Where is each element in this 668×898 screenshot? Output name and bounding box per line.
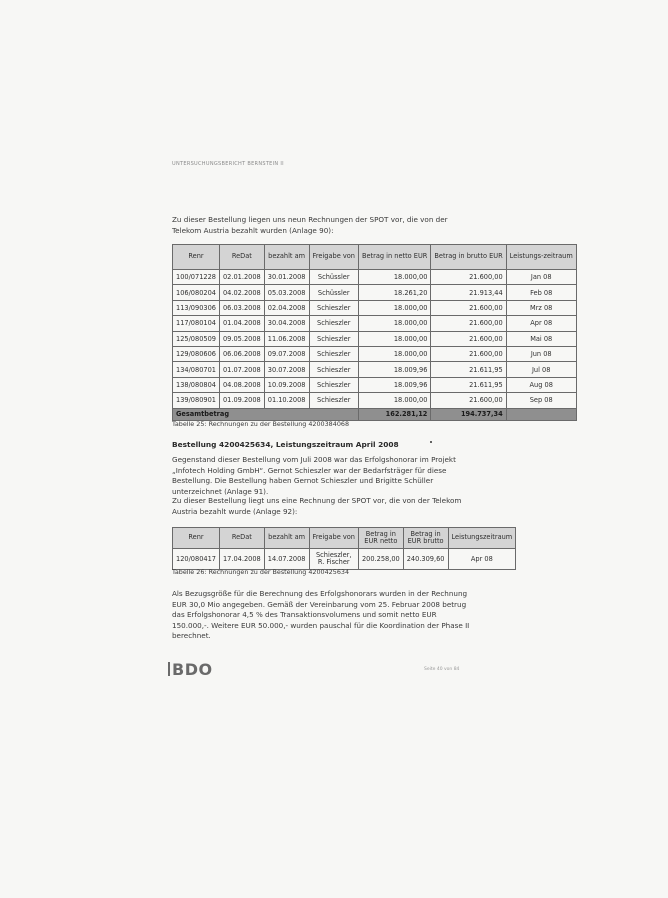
cell-brutto: 21.600,00	[431, 346, 506, 361]
body-paragraph-3: Zu dieser Bestellung liegt uns eine Rechnung der SPOT vor, die von der Telekom Austria bezahlt wurde (Anlage 92):	[172, 496, 462, 516]
cell-netto: 18.000,00	[358, 393, 430, 408]
cell-redat: 17.04.2008	[219, 549, 264, 570]
cell-bezahlt: 11.06.2008	[264, 331, 309, 346]
cell-brutto: 21.600,00	[431, 316, 506, 331]
col-header: Betrag in netto EUR	[358, 245, 430, 270]
cell-brutto: 21.913,44	[431, 285, 506, 300]
table-row	[173, 270, 577, 285]
cell-brutto: 21.600,00	[431, 393, 506, 408]
cell-renr: 125/080509	[173, 331, 220, 346]
intro-paragraph: Zu dieser Bestellung liegen uns neun Rechnungen der SPOT vor, die von der Telekom Austria bezahlt wurden (Anlage 90):	[172, 215, 448, 235]
col-header: Renr	[173, 245, 220, 270]
section-heading: Bestellung 4200425634, Leistungszeitraum April 2008	[172, 440, 399, 449]
cell-redat: 04.02.2008	[219, 285, 264, 300]
total-netto: 162.281,12	[358, 408, 430, 420]
cell-netto: 18.009,96	[358, 362, 430, 377]
cell-redat: 02.01.2008	[219, 270, 264, 285]
cell-netto: 18.261,20	[358, 285, 430, 300]
cell-freigabe: Schieszler	[309, 393, 358, 408]
cell-freigabe: Schieszler	[309, 346, 358, 361]
cell-renr: 106/080204	[173, 285, 220, 300]
cell-netto: 18.000,00	[358, 270, 430, 285]
cell-renr: 139/080901	[173, 393, 220, 408]
table-row	[173, 300, 577, 315]
table-row	[173, 331, 577, 346]
cell-freigabe: Schieszler	[309, 300, 358, 315]
cell-netto: 18.000,00	[358, 346, 430, 361]
cell-zeitraum: Mrz 08	[506, 300, 576, 315]
cell-bezahlt: 30.04.2008	[264, 316, 309, 331]
logo-text: BDO	[172, 660, 213, 679]
total-row	[173, 408, 577, 420]
cell-brutto: 240.309,60	[403, 549, 448, 570]
bdo-logo	[168, 660, 213, 679]
cell-freigabe: Schieszler	[309, 331, 358, 346]
table-row	[173, 285, 577, 300]
total-empty-cell	[506, 408, 576, 420]
stray-mark	[430, 441, 432, 443]
cell-brutto: 21.611,95	[431, 362, 506, 377]
cell-netto: 200.258,00	[358, 549, 403, 570]
cell-bezahlt: 30.01.2008	[264, 270, 309, 285]
col-header: Leistungs-zeitraum	[506, 245, 576, 270]
col-header: ReDat	[219, 528, 264, 549]
cell-brutto: 21.600,00	[431, 270, 506, 285]
body-paragraph-2: Gegenstand dieser Bestellung vom Juli 2008 war das Erfolgshonorar im Projekt „Infotech Holding GmbH“. Gernot Schieszler war der Bedarfsträger für diese Bestellung. Die Bestellung haben Gernot Schieszler und Brigitte Schüller unterzeichnet (Anlage 91).	[172, 455, 456, 496]
cell-freigabe: Schüssler	[309, 270, 358, 285]
cell-freigabe: Schieszler, R. Fischer	[309, 549, 358, 570]
cell-redat: 01.09.2008	[219, 393, 264, 408]
cell-freigabe: Schieszler	[309, 362, 358, 377]
cell-freigabe: Schieszler	[309, 316, 358, 331]
cell-bezahlt: 10.09.2008	[264, 377, 309, 392]
cell-bezahlt: 05.03.2008	[264, 285, 309, 300]
col-header: Betrag in EUR netto	[358, 528, 403, 549]
col-header: Freigabe von	[309, 528, 358, 549]
col-header: bezahlt am	[264, 245, 309, 270]
cell-netto: 18.000,00	[358, 331, 430, 346]
cell-renr: 120/080417	[173, 549, 220, 570]
col-header: Renr	[173, 528, 220, 549]
body-paragraph-4: Als Bezugsgröße für die Berechnung des Erfolgshonorars wurden in der Rechnung EUR 30,0 Mio angegeben. Gemäß der Vereinbarung vom 25. Februar 2008 betrug das Erfolgshonorar 4,5 % des Transaktionsvolumens und somit netto EUR 150.000,-. Weitere EUR 50.000,- wurden pauschal für die Koordination der Phase II berechnet.	[172, 589, 470, 640]
col-header: bezahlt am	[264, 528, 309, 549]
cell-brutto: 21.600,00	[431, 331, 506, 346]
cell-bezahlt: 30.07.2008	[264, 362, 309, 377]
col-header: Betrag in EUR brutto	[403, 528, 448, 549]
cell-freigabe: Schieszler	[309, 377, 358, 392]
cell-zeitraum: Aug 08	[506, 377, 576, 392]
cell-freigabe: Schüssler	[309, 285, 358, 300]
col-header: Freigabe von	[309, 245, 358, 270]
cell-bezahlt: 09.07.2008	[264, 346, 309, 361]
cell-zeitraum: Mai 08	[506, 331, 576, 346]
cell-renr: 113/090306	[173, 300, 220, 315]
cell-zeitraum: Apr 08	[506, 316, 576, 331]
cell-bezahlt: 01.10.2008	[264, 393, 309, 408]
table-caption-2: Tabelle 26: Rechnungen zu der Bestellung 4200425634	[172, 568, 350, 576]
cell-netto: 18.000,00	[358, 316, 430, 331]
cell-redat: 09.05.2008	[219, 331, 264, 346]
cell-zeitraum: Jun 08	[506, 346, 576, 361]
cell-renr: 129/080606	[173, 346, 220, 361]
col-header: Betrag in brutto EUR	[431, 245, 506, 270]
cell-netto: 18.009,96	[358, 377, 430, 392]
col-header: Leistungszeitraum	[448, 528, 516, 549]
cell-zeitraum: Feb 08	[506, 285, 576, 300]
page-number: Seite 40 von 84	[424, 667, 460, 672]
cell-bezahlt: 02.04.2008	[264, 300, 309, 315]
cell-netto: 18.000,00	[358, 300, 430, 315]
invoice-table-2	[172, 527, 516, 570]
cell-redat: 01.04.2008	[219, 316, 264, 331]
table-header-row	[173, 528, 516, 549]
table-header-row	[173, 245, 577, 270]
col-header: ReDat	[219, 245, 264, 270]
cell-bezahlt: 14.07.2008	[264, 549, 309, 570]
table-row	[173, 393, 577, 408]
cell-zeitraum: Sep 08	[506, 393, 576, 408]
table-row	[173, 377, 577, 392]
table-row	[173, 549, 516, 570]
table-row	[173, 362, 577, 377]
total-label: Gesamtbetrag	[173, 408, 359, 420]
cell-renr: 100/071228	[173, 270, 220, 285]
cell-brutto: 21.611,95	[431, 377, 506, 392]
cell-zeitraum: Jan 08	[506, 270, 576, 285]
cell-renr: 134/080701	[173, 362, 220, 377]
cell-renr: 117/080104	[173, 316, 220, 331]
cell-zeitraum: Jul 08	[506, 362, 576, 377]
cell-brutto: 21.600,00	[431, 300, 506, 315]
cell-redat: 06.06.2008	[219, 346, 264, 361]
cell-renr: 138/080804	[173, 377, 220, 392]
invoice-table-1	[172, 244, 577, 421]
running-head: UNTERSUCHUNGSBERICHT BERNSTEIN II	[172, 161, 284, 167]
total-brutto: 194.737,34	[431, 408, 506, 420]
table-row	[173, 346, 577, 361]
table-caption-1: Tabelle 25: Rechnungen zu der Bestellung 4200384068	[172, 420, 350, 428]
cell-zeitraum: Apr 08	[448, 549, 516, 570]
table-row	[173, 316, 577, 331]
cell-redat: 01.07.2008	[219, 362, 264, 377]
cell-redat: 04.08.2008	[219, 377, 264, 392]
cell-redat: 06.03.2008	[219, 300, 264, 315]
